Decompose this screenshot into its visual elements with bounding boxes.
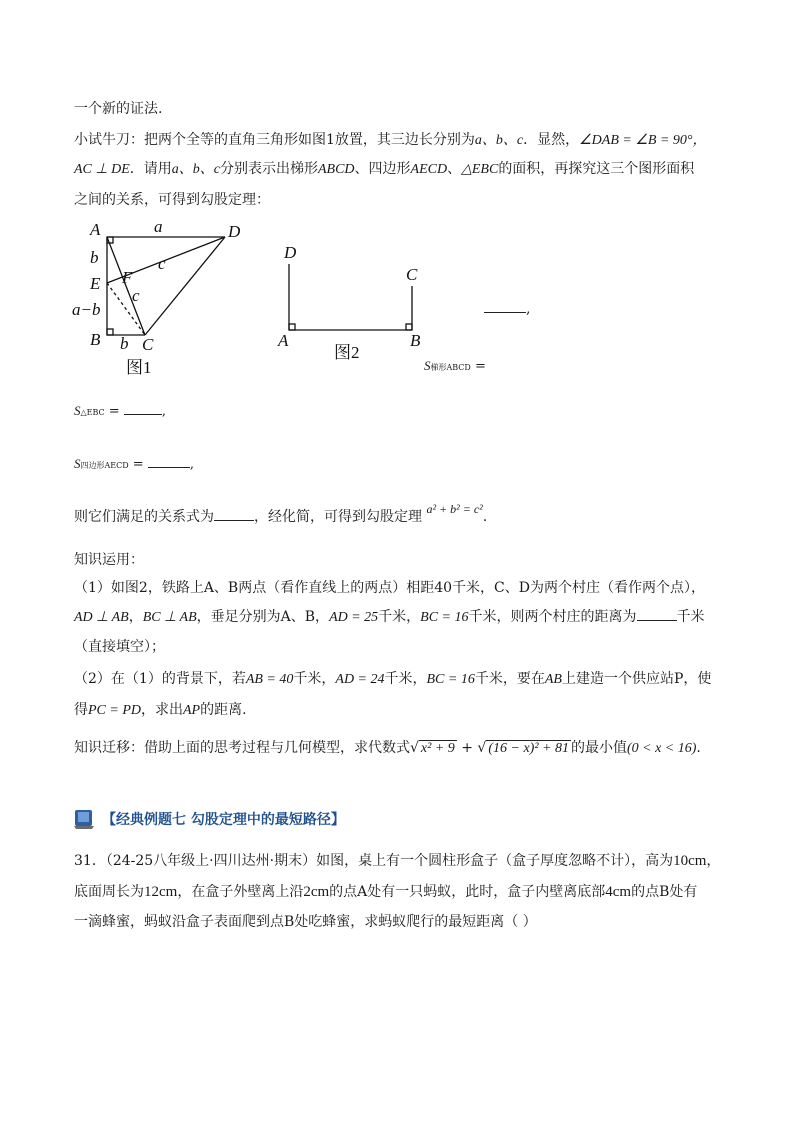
formula: AB = 40 (245, 672, 294, 687)
text: ，垂足分别为A、B， (196, 609, 330, 625)
label-c-2: c (132, 286, 140, 305)
text: ，求出 (141, 702, 183, 718)
text: 千米， (384, 671, 427, 687)
section-banner (72, 808, 345, 830)
intro-text: 的面积，再探究这三个图形面积 (498, 161, 695, 177)
answer-blank[interactable] (484, 298, 526, 313)
range: (0 < x < 16) (626, 741, 697, 756)
text: （2）在（1）的背景下，若 (74, 671, 246, 687)
intro-line-3 (74, 158, 694, 178)
label-D: D (228, 222, 241, 241)
fig2-label-C: C (406, 265, 418, 284)
fig2-label-A: A (278, 331, 289, 350)
text: 的点A处有一只蚂蚁，此时，盒子内壁离底部 (329, 884, 606, 900)
formula: BC = 16 (420, 610, 469, 625)
text: 千米， (378, 609, 421, 625)
text: 千米， (293, 671, 336, 687)
label-B: B (90, 330, 101, 349)
sqrt-expr-2: (16 − x)² + 81 (488, 741, 569, 756)
perp-formula: AC ⊥ DE (74, 162, 130, 177)
label-C: C (142, 335, 154, 354)
fig2-label-B: B (410, 331, 421, 350)
text: 底面周长为 (74, 884, 144, 900)
formula: AD = 25 (329, 610, 379, 625)
intro-line-1: 一个新的证法. (74, 101, 163, 117)
s-subscript: 四边形AECD (80, 461, 129, 470)
figure-2 (272, 238, 432, 363)
intro-text: ．显然， (523, 132, 580, 148)
text: 千米，要在 (474, 671, 545, 687)
formula: AP (183, 703, 201, 718)
s-symbol: S (74, 456, 81, 471)
triangle-area-line (74, 400, 166, 419)
comma: , (161, 404, 166, 419)
section-title: 【经典例题七 勾股定理中的最短路径】 (102, 812, 345, 828)
comma: , (189, 457, 194, 472)
text: ，在盒子外壁离上沿 (177, 884, 304, 900)
text: 的距离. (200, 702, 247, 718)
intro-line-4: 之间的关系，可得到勾股定理： (74, 192, 270, 208)
intro-text: 、 (447, 161, 462, 177)
text: 知识迁移：借助上面的思考过程与几何模型，求代数式 (74, 740, 410, 756)
q1-line-3: （直接填空）； (74, 639, 165, 655)
text: ， (128, 609, 143, 625)
label-a-minus-b: a−b (72, 300, 101, 319)
formula: BC ⊥ AB (142, 610, 197, 625)
q1-line-1: （1）如图2，铁路上A、B两点（看作直线上的两点）相距40千米，C、D为两个村庄（看作两个点）， (74, 580, 705, 596)
formula: PC = PD (88, 703, 141, 718)
sqrt-expr-1: x² + 9 (420, 741, 455, 756)
label-c-1: c (158, 254, 166, 273)
label-E: E (90, 274, 101, 293)
trapezoid-area-label (424, 358, 486, 374)
formula: AD = 24 (335, 672, 385, 687)
q2-line-1 (74, 668, 711, 688)
angle-formula: ∠DAB = ∠B = 90°， (579, 133, 707, 148)
sqrt-sign: √ (410, 740, 419, 756)
figure-1 (70, 215, 250, 380)
q2-line-2 (74, 699, 247, 719)
transfer-line (74, 737, 701, 757)
label-A: A (90, 220, 101, 239)
value: 12cm (144, 884, 178, 900)
variables: a、b、c (474, 133, 524, 148)
quad-area-line (74, 453, 194, 472)
answer-blank[interactable] (214, 506, 254, 521)
intro-line-2 (74, 129, 707, 149)
sqrt-sign: √ (477, 740, 487, 756)
formula: AD ⊥ AB (74, 610, 129, 625)
comma: , (526, 301, 531, 317)
formula: BC = 16 (426, 672, 475, 687)
intro-text: 小试牛刀：把两个全等的直角三角形如图1放置，其三边长分别为 (74, 132, 475, 148)
text: 得 (74, 702, 88, 718)
equals: = (474, 359, 486, 374)
value: 10cm (673, 853, 707, 869)
text: 的点B处有 (631, 884, 698, 900)
answer-blank[interactable] (637, 606, 677, 621)
relation-text: 则它们满足的关系式为 (74, 509, 214, 525)
period: . (696, 740, 701, 756)
text: 31．（24-25八年级上·四川达州·期末）如图，桌上有一个圆柱形盒子（盒子厚度忽略不计），高为 (74, 853, 674, 869)
value: 4cm (605, 884, 632, 900)
period: . (482, 509, 488, 525)
label-b-bottom: b (120, 334, 129, 353)
shape-name: △EBC (461, 162, 499, 177)
text: 的最小值 (570, 740, 627, 756)
fig2-label-D: D (284, 243, 297, 262)
relation-line (74, 502, 488, 526)
label-a: a (154, 217, 163, 236)
s-subscript: △EBC (80, 408, 105, 417)
figure-2-caption: 图2 (334, 343, 360, 362)
variables: a、b、c (171, 162, 220, 177)
label-b-top: b (90, 248, 99, 267)
intro-text: 、四边形 (354, 161, 411, 177)
book-icon (72, 808, 96, 830)
answer-blank[interactable] (148, 453, 190, 468)
equals: = (132, 457, 144, 472)
s-subscript: 梯形ABCD (430, 363, 471, 372)
figure-1-caption: 图1 (126, 358, 152, 377)
relation-text: ，经化简，可得到勾股定理 (254, 509, 422, 525)
intro-text: 分别表示出梯形 (219, 161, 318, 177)
value: 2cm (303, 884, 330, 900)
shape-name: AECD (410, 162, 448, 177)
p31-line-3: 一滴蜂蜜，蚂蚁沿盒子表面爬到点B处吃蜂蜜，求蚂蚁爬行的最短距离（ ） (74, 914, 537, 930)
plus: + (461, 740, 473, 756)
text: 千米，则两个村庄的距离为 (468, 609, 637, 625)
s-symbol: S (424, 358, 431, 373)
pythagoras-formula: a² + b² = c² (426, 502, 483, 516)
trapezoid-answer (484, 298, 530, 317)
label-F: F (122, 268, 133, 287)
q1-line-2 (74, 606, 705, 626)
p31-line-1 (74, 850, 720, 870)
text: 千米 (676, 609, 705, 625)
shape-name: ABCD (317, 162, 355, 177)
answer-blank[interactable] (124, 400, 162, 415)
equals: = (108, 404, 120, 419)
text: 上建造一个供应站P，使 (561, 671, 712, 687)
s-symbol: S (74, 403, 81, 418)
intro-text: ．请用 (129, 161, 172, 177)
formula: AB (544, 672, 562, 687)
p31-line-2 (74, 881, 697, 901)
knowledge-apply-title: 知识运用： (74, 552, 144, 568)
text: ， (706, 853, 721, 869)
